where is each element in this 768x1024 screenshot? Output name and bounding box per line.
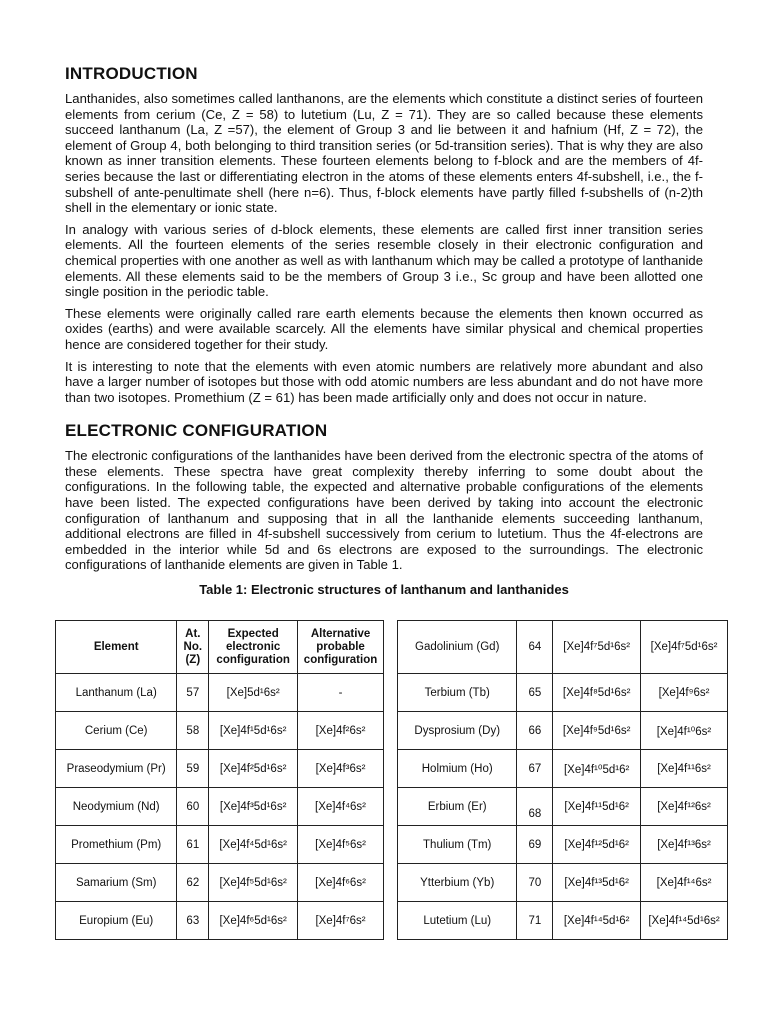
cell-z: 59 (177, 750, 209, 788)
electronic-configuration-heading: ELECTRONIC CONFIGURATION (65, 421, 328, 441)
cell-expected: [Xe]4f⁷5d¹6s² (553, 621, 641, 674)
table-row (398, 864, 728, 902)
cell-expected: [Xe]4f³5d¹6s² (209, 788, 298, 826)
cell-expected: [Xe]4f¹³5d¹6² (553, 864, 641, 902)
cell-alternative: [Xe]4f¹²6s² (641, 788, 728, 826)
cell-expected: [Xe]4f¹5d¹6s² (209, 712, 298, 750)
cell-alternative: [Xe]4f⁴6s² (298, 788, 384, 826)
cell-expected: [Xe]4f¹²5d¹6² (553, 826, 641, 864)
cell-alternative: [Xe]4f¹³6s² (641, 826, 728, 864)
table-row (398, 712, 728, 750)
cell-element: Lanthanum (La) (56, 674, 177, 712)
cell-element: Thulium (Tm) (398, 826, 517, 864)
cell-z: 64 (517, 621, 553, 674)
cell-element: Samarium (Sm) (56, 864, 177, 902)
cell-element: Praseodymium (Pr) (56, 750, 177, 788)
table-right (397, 620, 728, 940)
cell-alternative: [Xe]4f¹⁴5d¹6s² (641, 902, 728, 940)
table-row (56, 750, 384, 788)
intro-paragraph-4: It is interesting to note that the elements with even atomic numbers are relatively more abundant and also have a larger number of isotopes but those with odd atomic numbers are less abundant and do not have more than two isotopes. Promethium (Z = 61) has been made artificially only and does not occur in nature. (65, 358, 703, 405)
cell-element: Europium (Eu) (56, 902, 177, 940)
table-row (398, 826, 728, 864)
table-row (398, 621, 728, 674)
cell-z: 70 (517, 864, 553, 902)
table-row (398, 788, 728, 826)
cell-expected: [Xe]4f⁸5d¹6s² (553, 674, 641, 712)
cell-element: Promethium (Pm) (56, 826, 177, 864)
cell-alternative: [Xe]4f¹¹6s² (641, 750, 728, 788)
cell-alternative: [Xe]4f⁹6s² (641, 674, 728, 712)
lanthanide-table (55, 620, 728, 938)
cell-z: 63 (177, 902, 209, 940)
intro-paragraph-3: These elements were originally called rare earth elements because the elements then known occurred as oxides (earths) and were available scarcely. All the elements have similar physical and chemical properties hence are considered together for their study. (65, 305, 703, 352)
table-row (398, 750, 728, 788)
cell-z: 67 (517, 750, 553, 788)
cell-element: Dysprosium (Dy) (398, 712, 517, 750)
cell-element: Ytterbium (Yb) (398, 864, 517, 902)
cell-element: Gadolinium (Gd) (398, 621, 517, 674)
header-expected-configuration: Expected electronic configuration (209, 621, 298, 674)
header-atomic-number: At. No. (Z) (177, 621, 209, 674)
cell-element: Erbium (Er) (398, 788, 517, 826)
cell-z: 60 (177, 788, 209, 826)
cell-element: Cerium (Ce) (56, 712, 177, 750)
cell-alternative: [Xe]4f⁵6s² (298, 826, 384, 864)
document-page (65, 64, 703, 604)
cell-alternative: [Xe]4f²6s² (298, 712, 384, 750)
cell-z: 62 (177, 864, 209, 902)
cell-expected: [Xe]4f¹⁰5d¹6² (553, 750, 641, 788)
cell-alternative: [Xe]4f¹⁰6s² (641, 712, 728, 750)
table-row (56, 788, 384, 826)
cell-expected: [Xe]4f²5d¹6s² (209, 750, 298, 788)
cell-z: 69 (517, 826, 553, 864)
cell-element: Terbium (Tb) (398, 674, 517, 712)
table-row (56, 674, 384, 712)
cell-alternative: [Xe]4f⁷5d¹6s² (641, 621, 728, 674)
cell-alternative: - (298, 674, 384, 712)
table-row (398, 674, 728, 712)
cell-alternative: [Xe]4f⁷6s² (298, 902, 384, 940)
table-left (55, 620, 384, 940)
cell-expected: [Xe]5d¹6s² (209, 674, 298, 712)
table-caption: Table 1: Electronic structures of lanthanum and lanthanides (199, 582, 569, 598)
header-element: Element (56, 621, 177, 674)
cell-z: 65 (517, 674, 553, 712)
cell-expected: [Xe]4f¹¹5d¹6² (553, 788, 641, 826)
table-row (56, 864, 384, 902)
intro-paragraph-1: Lanthanides, also sometimes called lanthanons, are the elements which constitute a distinct series of fourteen elements from cerium (Ce, Z = 58) to lutetium (Lu, Z = 71). They are so called because these elements succeed lanthanum (La, Z =57), the element of Group 3 and lie between it and hafnium (Hf, Z = 72), the element of Group 4, both belonging to third transition series (or 5d-transition series). That is why they are also known as inner transition elements. These fourteen elements belong to f-block and are the members of 4f-series because the last or differentiating electron in the atoms of these elements enters 4f-subshell, i.e., the f- subshell of ante-penultimate shell (here n=6). Thus, f-block elements have partly filled f-subshells of (n-2)th shell in the elementary or ionic state. (65, 91, 703, 216)
cell-z: 68 (517, 788, 553, 826)
cell-element: Lutetium (Lu) (398, 902, 517, 940)
config-paragraph: The electronic configurations of the lanthanides have been derived from the electronic spectra of the atoms of these elements. These spectra have great complexity thereby inferring to some doubt about the configurations. In the following table, the expected and alternative probable configurations of the elements have been listed. The expected configurations have been derived by taking into account the electronic configuration of lanthanum and supposing that in all the lanthanide elements succeeding lanthanum, additional electrons are filled in 4f-subshell successively from cerium to lutetium. Thus the 4f-electrons are embedded in the interior while 5d and 6s electrons are exposed to the surroundings. The electronic configurations of lanthanide elements are given in Table 1. (65, 448, 703, 573)
cell-element: Holmium (Ho) (398, 750, 517, 788)
cell-z: 61 (177, 826, 209, 864)
table-header-row (56, 621, 384, 674)
table-row (56, 826, 384, 864)
cell-z: 71 (517, 902, 553, 940)
cell-expected: [Xe]4f⁴5d¹6s² (209, 826, 298, 864)
introduction-heading: INTRODUCTION (65, 64, 198, 83)
table-row (56, 712, 384, 750)
cell-alternative: [Xe]4f³6s² (298, 750, 384, 788)
intro-paragraph-2: In analogy with various series of d-block elements, these elements are called first inner transition series elements. All the fourteen elements of the series resemble closely in their electronic configuration and chemical properties with one another as well as with lanthanum which may be called a prototype of lanthanide elements. All these elements said to be the members of Group 3 i.e., Sc group and have been allotted one single position in the periodic table. (65, 221, 703, 300)
cell-z: 58 (177, 712, 209, 750)
table-row (398, 902, 728, 940)
cell-element: Neodymium (Nd) (56, 788, 177, 826)
cell-z: 57 (177, 674, 209, 712)
header-alternative-configuration: Alternative probable configuration (298, 621, 384, 674)
table-row (56, 902, 384, 940)
cell-expected: [Xe]4f⁵5d¹6s² (209, 864, 298, 902)
cell-expected: [Xe]4f⁹5d¹6s² (553, 712, 641, 750)
cell-expected: [Xe]4f⁶5d¹6s² (209, 902, 298, 940)
cell-alternative: [Xe]4f⁶6s² (298, 864, 384, 902)
cell-expected: [Xe]4f¹⁴5d¹6² (553, 902, 641, 940)
cell-alternative: [Xe]4f¹⁴6s² (641, 864, 728, 902)
cell-z: 66 (517, 712, 553, 750)
